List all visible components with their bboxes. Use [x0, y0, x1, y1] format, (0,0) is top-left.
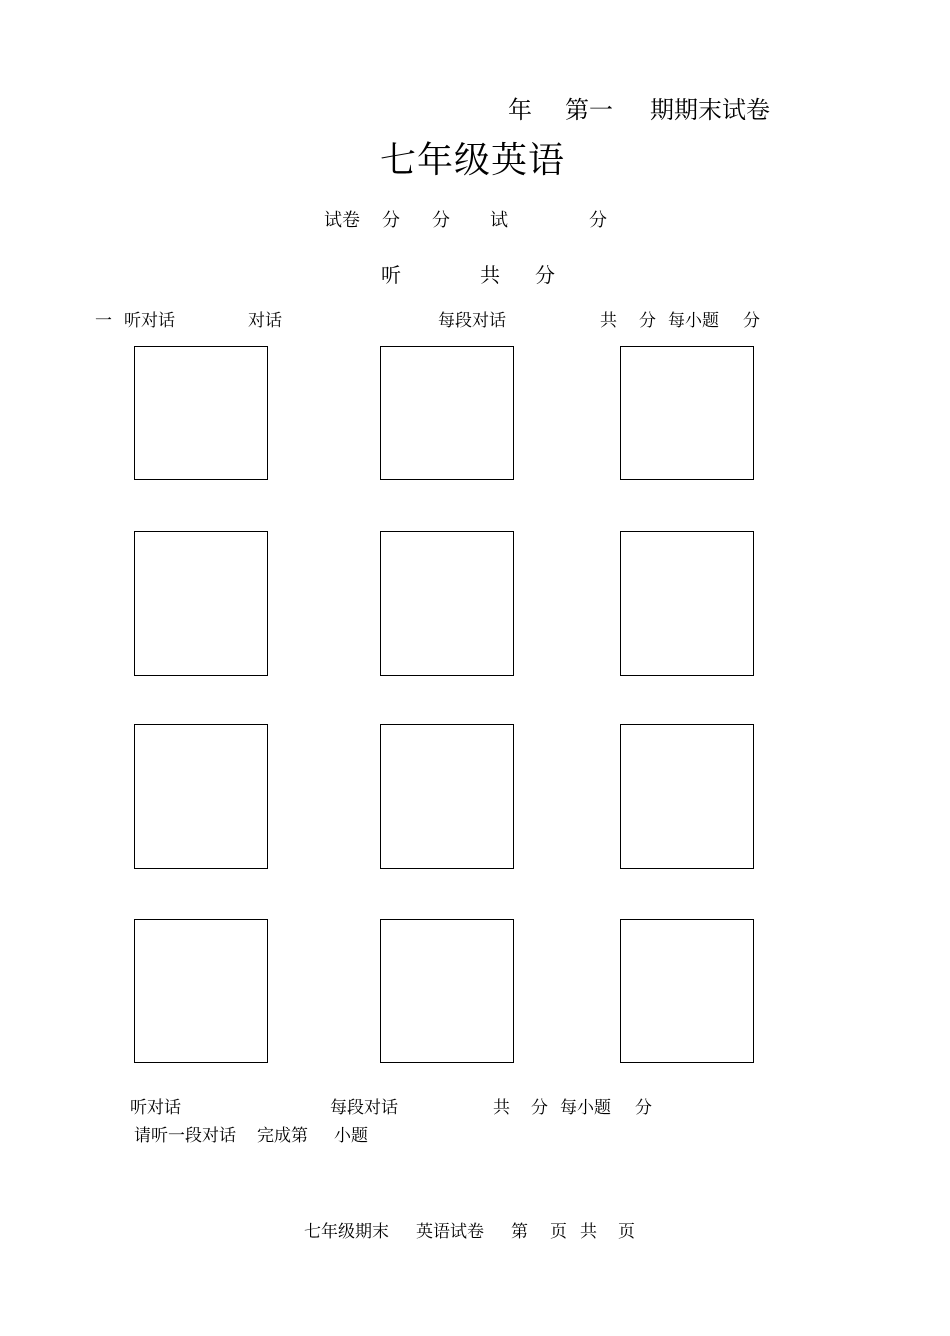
q1-each-dialog: 每段对话 [438, 311, 506, 331]
picture-box [620, 724, 754, 869]
q2-each-question: 每小题 [560, 1098, 611, 1118]
header-term: 第一 [565, 96, 613, 124]
q2-listen-dialog: 听对话 [130, 1098, 181, 1118]
footer-subject: 英语试卷 [416, 1222, 484, 1242]
q2-total: 共 [493, 1098, 510, 1118]
q1-dialog: 对话 [248, 311, 282, 331]
picture-box [620, 531, 754, 676]
exam-info-score-2: 分 [432, 210, 450, 231]
listening-label: 听 [381, 263, 401, 287]
exam-info-test: 试 [490, 210, 508, 231]
q1-number: 一 [95, 311, 112, 331]
picture-box [380, 346, 514, 480]
listening-score: 分 [535, 263, 555, 287]
q2-each-dialog: 每段对话 [330, 1098, 398, 1118]
footer-total-pages: 页 [618, 1222, 635, 1242]
q2-question-score: 分 [635, 1098, 652, 1118]
q2-complete: 完成第 [257, 1126, 308, 1146]
picture-box [620, 346, 754, 480]
q2-listen-instruction: 请听一段对话 [134, 1126, 236, 1146]
picture-box [134, 346, 268, 480]
picture-box [620, 919, 754, 1063]
page-title: 七年级英语 [380, 140, 566, 181]
exam-info-score-1: 分 [382, 210, 400, 231]
q1-listen-dialog: 听对话 [124, 311, 175, 331]
picture-box [134, 919, 268, 1063]
footer-page-prefix: 第 [511, 1222, 528, 1242]
q1-question-score: 分 [743, 311, 760, 331]
listening-total: 共 [480, 263, 500, 287]
footer-total-prefix: 共 [580, 1222, 597, 1242]
footer-page: 页 [550, 1222, 567, 1242]
footer-grade-exam: 七年级期末 [304, 1222, 389, 1242]
picture-box [134, 724, 268, 869]
exam-info-score-3: 分 [589, 210, 607, 231]
q2-subquestion: 小题 [334, 1126, 368, 1146]
q1-score: 分 [639, 311, 656, 331]
header-exam: 期期末试卷 [650, 96, 770, 124]
exam-info-paper: 试卷 [324, 210, 360, 231]
header-year: 年 [508, 96, 532, 124]
q1-each-question: 每小题 [668, 311, 719, 331]
q2-score: 分 [531, 1098, 548, 1118]
picture-box [380, 531, 514, 676]
picture-box [380, 919, 514, 1063]
picture-box [380, 724, 514, 869]
q1-total: 共 [600, 311, 617, 331]
picture-box [134, 531, 268, 676]
